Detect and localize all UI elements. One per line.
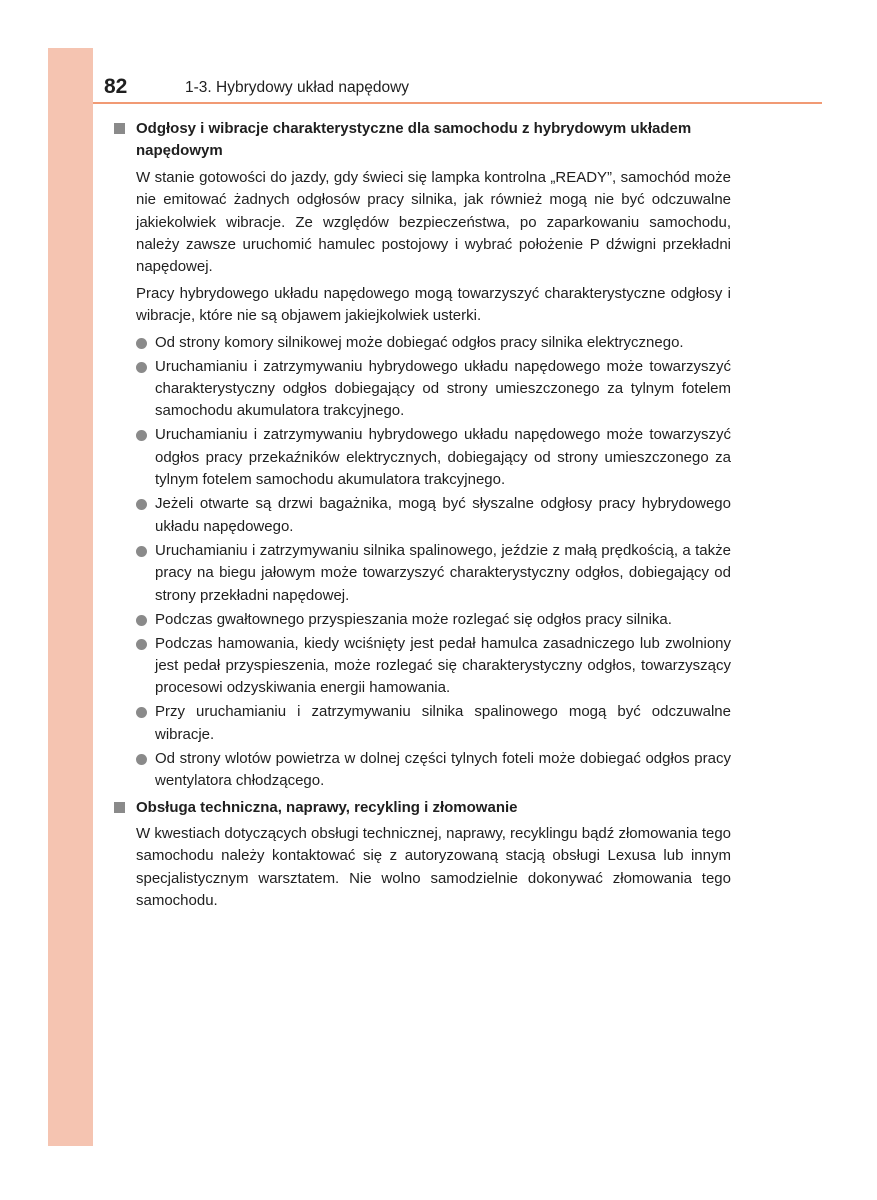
header-rule <box>93 102 822 104</box>
section-maintenance <box>113 797 731 913</box>
paragraph: W stanie gotowości do jazdy, gdy świeci się lampka kontrolna „READY”, samochód może nie emitować żadnych odgłosów pracy silnika, jak również mogą nie być odczuwalne jakiekolwiek wibracje. Ze względów bezpieczeństwa, po zaparkowaniu samochodu, należy zawsze uruchomić hamulec postojowy i wybrać położenie P dźwigni przekładni napędowej. <box>136 168 731 276</box>
section-heading: Obsługa techniczna, naprawy, recykling i złomowanie <box>113 797 731 819</box>
square-bullet-icon <box>114 123 125 134</box>
list-item: Jeżeli otwarte są drzwi bagażnika, mogą być słyszalne odgłosy pracy hybrydowego układu napędowego. <box>135 493 731 538</box>
bullet-icon <box>136 338 147 349</box>
square-bullet-icon <box>114 802 125 813</box>
paragraph: Pracy hybrydowego układu napędowego mogą towarzyszyć charakterystyczne odgłosy i wibracje, które nie są objawem jakiejkolwiek usterki. <box>136 284 731 325</box>
list-item: Podczas hamowania, kiedy wciśnięty jest pedał hamulca zasadniczego lub zwolniony jest pedał przyspieszenia, może rozlegać się charakterystyczny odgłos, towarzyszący procesowi odzyskiwania energii hamowania. <box>135 633 731 700</box>
side-tab <box>48 48 93 1146</box>
list-item: Uruchamianiu i zatrzymywaniu silnika spalinowego, jeździe z małą prędkością, a także pracy na biegu jałowym może towarzyszyć charakterystyczny odgłos, dobiegający od strony przekładni napędowej. <box>135 540 731 607</box>
bullet-icon <box>136 754 147 765</box>
list-item: Od strony wlotów powietrza w dolnej części tylnych foteli może dobiegać odgłos pracy wentylatora chłodzącego. <box>135 748 731 793</box>
bullet-icon <box>136 639 147 650</box>
chapter-title: 1-3. Hybrydowy układ napędowy <box>185 79 410 96</box>
section-heading: Odgłosy i wibracje charakterystyczne dla samochodu z hybrydowym układem napędowym <box>113 118 731 163</box>
bullet-icon <box>136 499 147 510</box>
page-number: 82 <box>104 75 128 98</box>
section-noises <box>113 118 731 793</box>
bullet-icon <box>136 546 147 557</box>
list-item: Uruchamianiu i zatrzymywaniu hybrydowego układu napędowego może towarzyszyć charakterystyczny odgłos dobiegający od strony umieszczonego za tylnym fotelem samochodu akumulatora trakcyjnego. <box>135 356 731 423</box>
bullet-icon <box>136 707 147 718</box>
page-content <box>113 118 731 913</box>
bullet-icon <box>136 615 147 626</box>
list-item: Przy uruchamianiu i zatrzymywaniu silnika spalinowego mogą być odczuwalne wibracje. <box>135 701 731 746</box>
list-item: Od strony komory silnikowej może dobiegać odgłos pracy silnika elektrycznego. <box>135 332 731 354</box>
bullet-list <box>135 332 731 793</box>
list-item: Podczas gwałtownego przyspieszania może rozlegać się odgłos pracy silnika. <box>135 609 731 631</box>
bullet-icon <box>136 430 147 441</box>
paragraph: W kwestiach dotyczących obsługi technicznej, naprawy, recyklingu bądź złomowania tego samochodu należy kontaktować się z autoryzowaną stacją obsługi Lexusa lub innym specjalistycznym warsztatem. Nie wolno samodzielnie dokonywać złomowania tego samochodu. <box>136 824 732 910</box>
bullet-icon <box>136 362 147 373</box>
list-item: Uruchamianiu i zatrzymywaniu hybrydowego układu napędowego może towarzyszyć odgłos pracy przekaźników elektrycznych, dobiegający od strony umieszczonego za tylnym fotelem samochodu akumulatora trakcyjnego. <box>135 424 731 491</box>
